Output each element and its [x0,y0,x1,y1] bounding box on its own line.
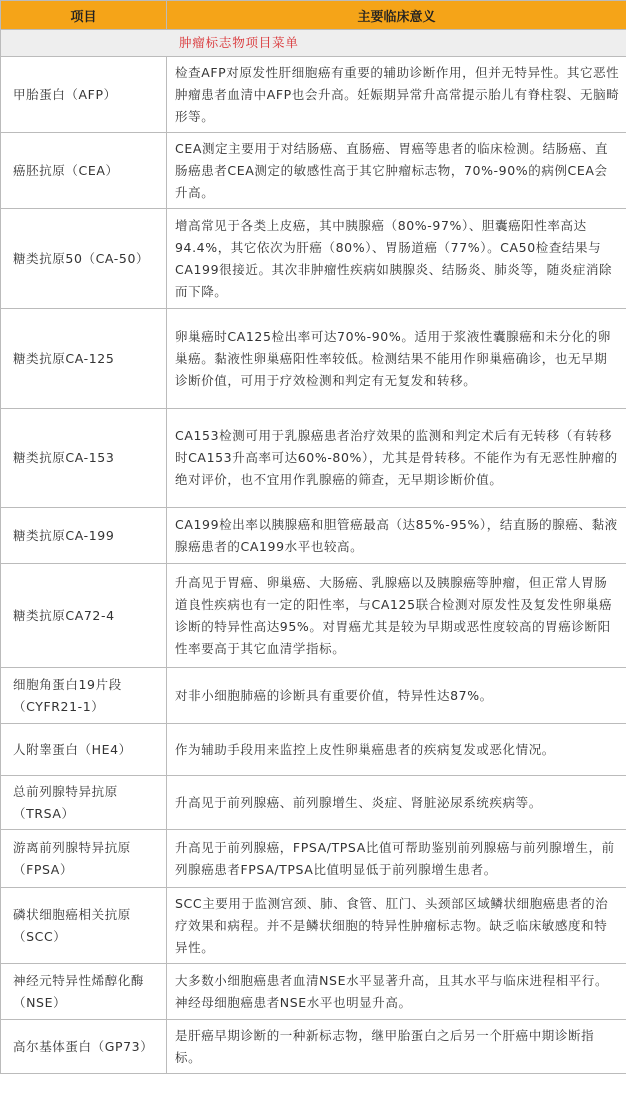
marker-name: 人附睾蛋白（HE4） [1,724,167,776]
table-row [1,564,626,668]
section-title: 肿瘤标志物项目菜单 [1,30,626,57]
marker-name: 高尔基体蛋白（GP73） [1,1020,167,1074]
marker-description: 对非小细胞肺癌的诊断具有重要价值，特异性达87%。 [167,668,626,724]
table-row [1,724,626,776]
marker-name: 甲胎蛋白（AFP） [1,57,167,133]
marker-description: SCC主要用于监测宫颈、肺、食管、肛门、头颈部区域鳞状细胞癌患者的治疗效果和病程。并不是鳞状细胞的特异性肿瘤标志物。缺乏临床敏感度和特异性。 [167,888,626,964]
marker-name: 糖类抗原CA-153 [1,409,167,508]
marker-description: 增高常见于各类上皮癌，其中胰腺癌（80%-97%）、胆囊癌阳性率高达94.4%，其它依次为肝癌（80%）、胃肠道癌（77%）。CA50检查结果与CA199很接近。其次非肿瘤性疾病如胰腺炎、结肠炎、肺炎等，随炎症消除而下降。 [167,209,626,309]
table-row [1,57,626,133]
marker-name: 糖类抗原CA-199 [1,508,167,564]
marker-description: 检查AFP对原发性肝细胞癌有重要的辅助诊断作用，但并无特异性。其它恶性肿瘤患者血清中AFP也会升高。妊娠期异常升高常提示胎儿有脊柱裂、无脑畸形等。 [167,57,626,133]
table-row [1,133,626,209]
table-row [1,964,626,1020]
table-row [1,409,626,508]
marker-description: 大多数小细胞癌患者血清NSE水平显著升高，且其水平与临床进程相平行。神经母细胞癌患者NSE水平也明显升高。 [167,964,626,1020]
marker-name: 糖类抗原CA72-4 [1,564,167,668]
marker-description: 升高见于前列腺癌，FPSA/TPSA比值可帮助鉴别前列腺癌与前列腺增生，前列腺癌患者FPSA/TPSA比值明显低于前列腺增生患者。 [167,830,626,888]
table-row [1,830,626,888]
marker-name: 总前列腺特异抗原（TRSA） [1,776,167,830]
marker-name: 糖类抗原50（CA-50） [1,209,167,309]
marker-description: CA153检测可用于乳腺癌患者治疗效果的监测和判定术后有无转移（有转移时CA153升高率可达60%-80%），尤其是骨转移。不能作为有无恶性肿瘤的绝对评价，也不宜用作乳腺癌的筛查，无早期诊断价值。 [167,409,626,508]
marker-name: 游离前列腺特异抗原（FPSA） [1,830,167,888]
marker-description: 升高见于胃癌、卵巢癌、大肠癌、乳腺癌以及胰腺癌等肿瘤，但正常人胃肠道良性疾病也有一定的阳性率，与CA125联合检测对原发性及复发性卵巢癌诊断的特异性高达95%。对胃癌尤其是较为早期或恶性度较高的胃癌诊断阳性率要高于其它血清学指标。 [167,564,626,668]
header-item: 项目 [1,1,167,30]
marker-description: CA199检出率以胰腺癌和胆管癌最高（达85%-95%），结直肠的腺癌、黏液腺癌患者的CA199水平也较高。 [167,508,626,564]
table-row [1,776,626,830]
marker-name: 细胞角蛋白19片段（CYFR21-1） [1,668,167,724]
section-row [1,30,626,57]
marker-description: 是肝癌早期诊断的一种新标志物，继甲胎蛋白之后另一个肝癌中期诊断指标。 [167,1020,626,1074]
table-header-row [1,1,626,30]
header-clinical-significance: 主要临床意义 [167,1,626,30]
marker-name: 神经元特异性烯醇化酶（NSE） [1,964,167,1020]
marker-description: 卵巢癌时CA125检出率可达70%-90%。适用于浆液性囊腺癌和未分化的卵巢癌。黏液性卵巢癌阳性率较低。检测结果不能用作卵巢癌确诊，也无早期诊断价值，可用于疗效检测和判定有无复发和转移。 [167,309,626,409]
table-row [1,309,626,409]
table-row [1,888,626,964]
marker-name: 癌胚抗原（CEA） [1,133,167,209]
marker-name: 磷状细胞癌相关抗原（SCC） [1,888,167,964]
table-row [1,668,626,724]
table-row [1,508,626,564]
table-row [1,1020,626,1074]
marker-description: 升高见于前列腺癌、前列腺增生、炎症、肾脏泌尿系统疾病等。 [167,776,626,830]
marker-name: 糖类抗原CA-125 [1,309,167,409]
marker-description: CEA测定主要用于对结肠癌、直肠癌、胃癌等患者的临床检测。结肠癌、直肠癌患者CEA测定的敏感性高于其它肿瘤标志物，70%-90%的病例CEA会升高。 [167,133,626,209]
marker-description: 作为辅助手段用来监控上皮性卵巢癌患者的疾病复发或恶化情况。 [167,724,626,776]
table-row [1,209,626,309]
